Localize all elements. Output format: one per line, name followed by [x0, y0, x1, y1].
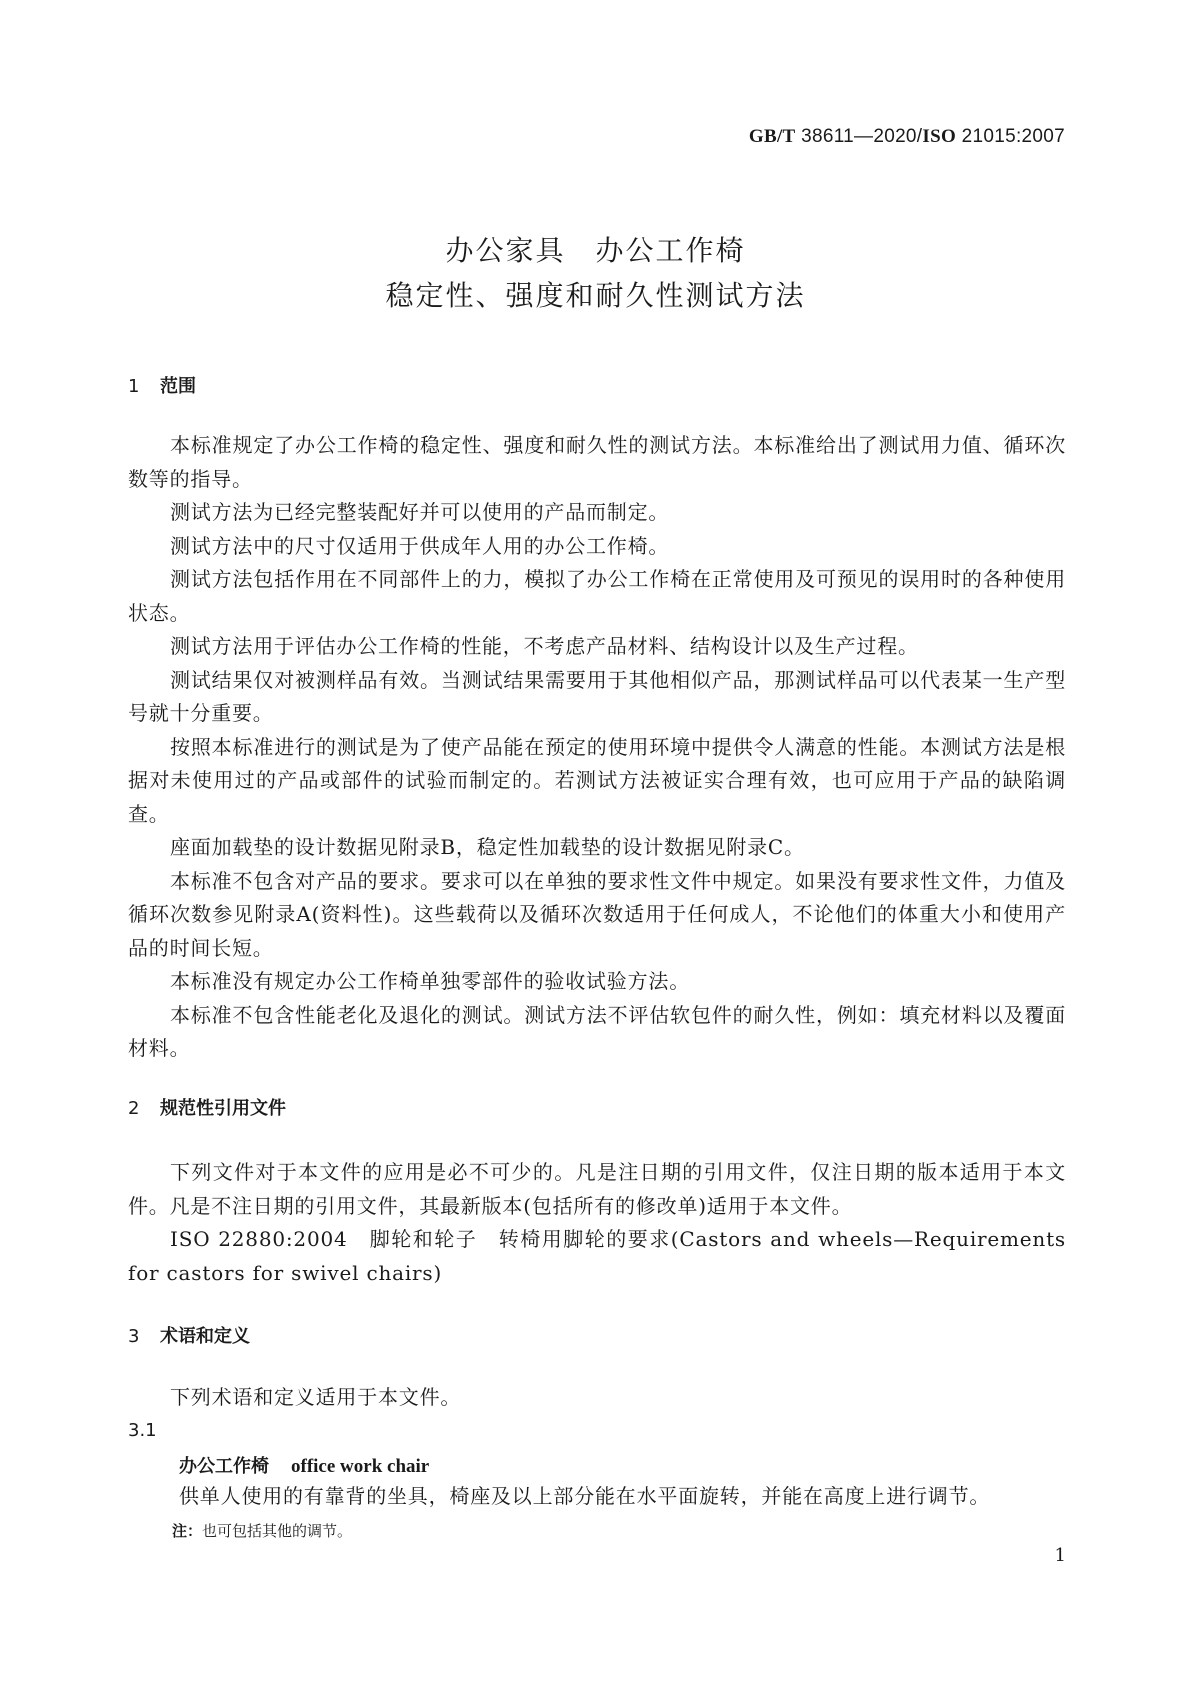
code-part: 38611—2020/: [795, 126, 923, 147]
section-1-body: [128, 429, 1066, 1066]
code-part: ISO: [922, 126, 957, 147]
section-title: 规范性引用文件: [160, 1098, 286, 1119]
note-label: 注：: [172, 1522, 203, 1540]
paragraph: 座面加载垫的设计数据见附录B，稳定性加载垫的设计数据见附录C。: [170, 835, 805, 859]
paragraph: 测试方法为已经完整装配好并可以使用的产品而制定。: [170, 500, 670, 524]
document-code: [749, 126, 1065, 148]
section-title: 术语和定义: [160, 1326, 250, 1347]
term-heading: [179, 1452, 429, 1478]
section-heading-1: [128, 372, 196, 398]
paragraph: 下列术语和定义适用于本文件。: [170, 1385, 462, 1409]
section-number: 3: [128, 1326, 140, 1347]
code-part: 21015:2007: [956, 126, 1065, 147]
section-heading-3: [128, 1322, 250, 1348]
paragraph: 本标准不包含对产品的要求。要求可以在单独的要求性文件中规定。如果没有要求性文件，力值及循环次数参见附录A(资料性)。这些载荷以及循环次数适用于任何成人，不论他们的体重大小和使用产品的时间长短。: [128, 868, 1066, 960]
section-3-body: [128, 1381, 1066, 1415]
paragraph: 本标准没有规定办公工作椅单独零部件的验收试验方法。: [170, 969, 690, 993]
paragraph: 下列文件对于本文件的应用是必不可少的。凡是注日期的引用文件，仅注日期的版本适用于本文件。凡是不注日期的引用文件，其最新版本(包括所有的修改单)适用于本文件。: [128, 1160, 1066, 1218]
paragraph: 测试结果仅对被测样品有效。当测试结果需要用于其他相似产品，那测试样品可以代表某一生产型号就十分重要。: [128, 667, 1066, 725]
term-en: office work chair: [291, 1456, 430, 1477]
paragraph: 按照本标准进行的测试是为了使产品能在预定的使用环境中提供令人满意的性能。本测试方法是根据对未使用过的产品或部件的试验而制定的。若测试方法被证实合理有效，也可应用于产品的缺陷调查。: [128, 734, 1066, 826]
paragraph: 本标准规定了办公工作椅的稳定性、强度和耐久性的测试方法。本标准给出了测试用力值、循环次数等的指导。: [128, 433, 1066, 491]
section-number: 2: [128, 1098, 140, 1119]
term-definition: 供单人使用的有靠背的坐具，椅座及以上部分能在水平面旋转，并能在高度上进行调节。: [179, 1484, 991, 1508]
section-heading-2: [128, 1094, 286, 1120]
paragraph: 测试方法中的尺寸仅适用于供成年人用的办公工作椅。: [170, 533, 670, 558]
page-number: 1: [1054, 1545, 1066, 1566]
term-number: 3.1: [128, 1420, 157, 1441]
title-line-1: 办公家具 办公工作椅: [445, 234, 746, 267]
code-part: GB/T: [748, 126, 796, 147]
section-number: 1: [128, 376, 140, 397]
term-note: [172, 1520, 352, 1541]
term-zh: 办公工作椅: [179, 1456, 269, 1477]
paragraph: 测试方法包括作用在不同部件上的力，模拟了办公工作椅在正常使用及可预见的误用时的各种使用状态。: [128, 567, 1066, 625]
paragraph: 测试方法用于评估办公工作椅的性能，不考虑产品材料、结构设计以及生产过程。: [170, 634, 919, 658]
title-line-2: 稳定性、强度和耐久性测试方法: [385, 279, 806, 312]
note-text: 也可包括其他的调节。: [202, 1522, 353, 1540]
paragraph: 本标准不包含性能老化及退化的测试。测试方法不评估软包件的耐久性，例如：填充材料以及覆面材料。: [128, 1002, 1066, 1060]
section-2-body: [128, 1156, 1066, 1290]
reference-entry: ISO 22880:2004 脚轮和轮子 转椅用脚轮的要求(Castors and wheels—Requirements for castors for swivel chairs): [128, 1227, 1066, 1285]
section-title: 范围: [160, 376, 196, 397]
